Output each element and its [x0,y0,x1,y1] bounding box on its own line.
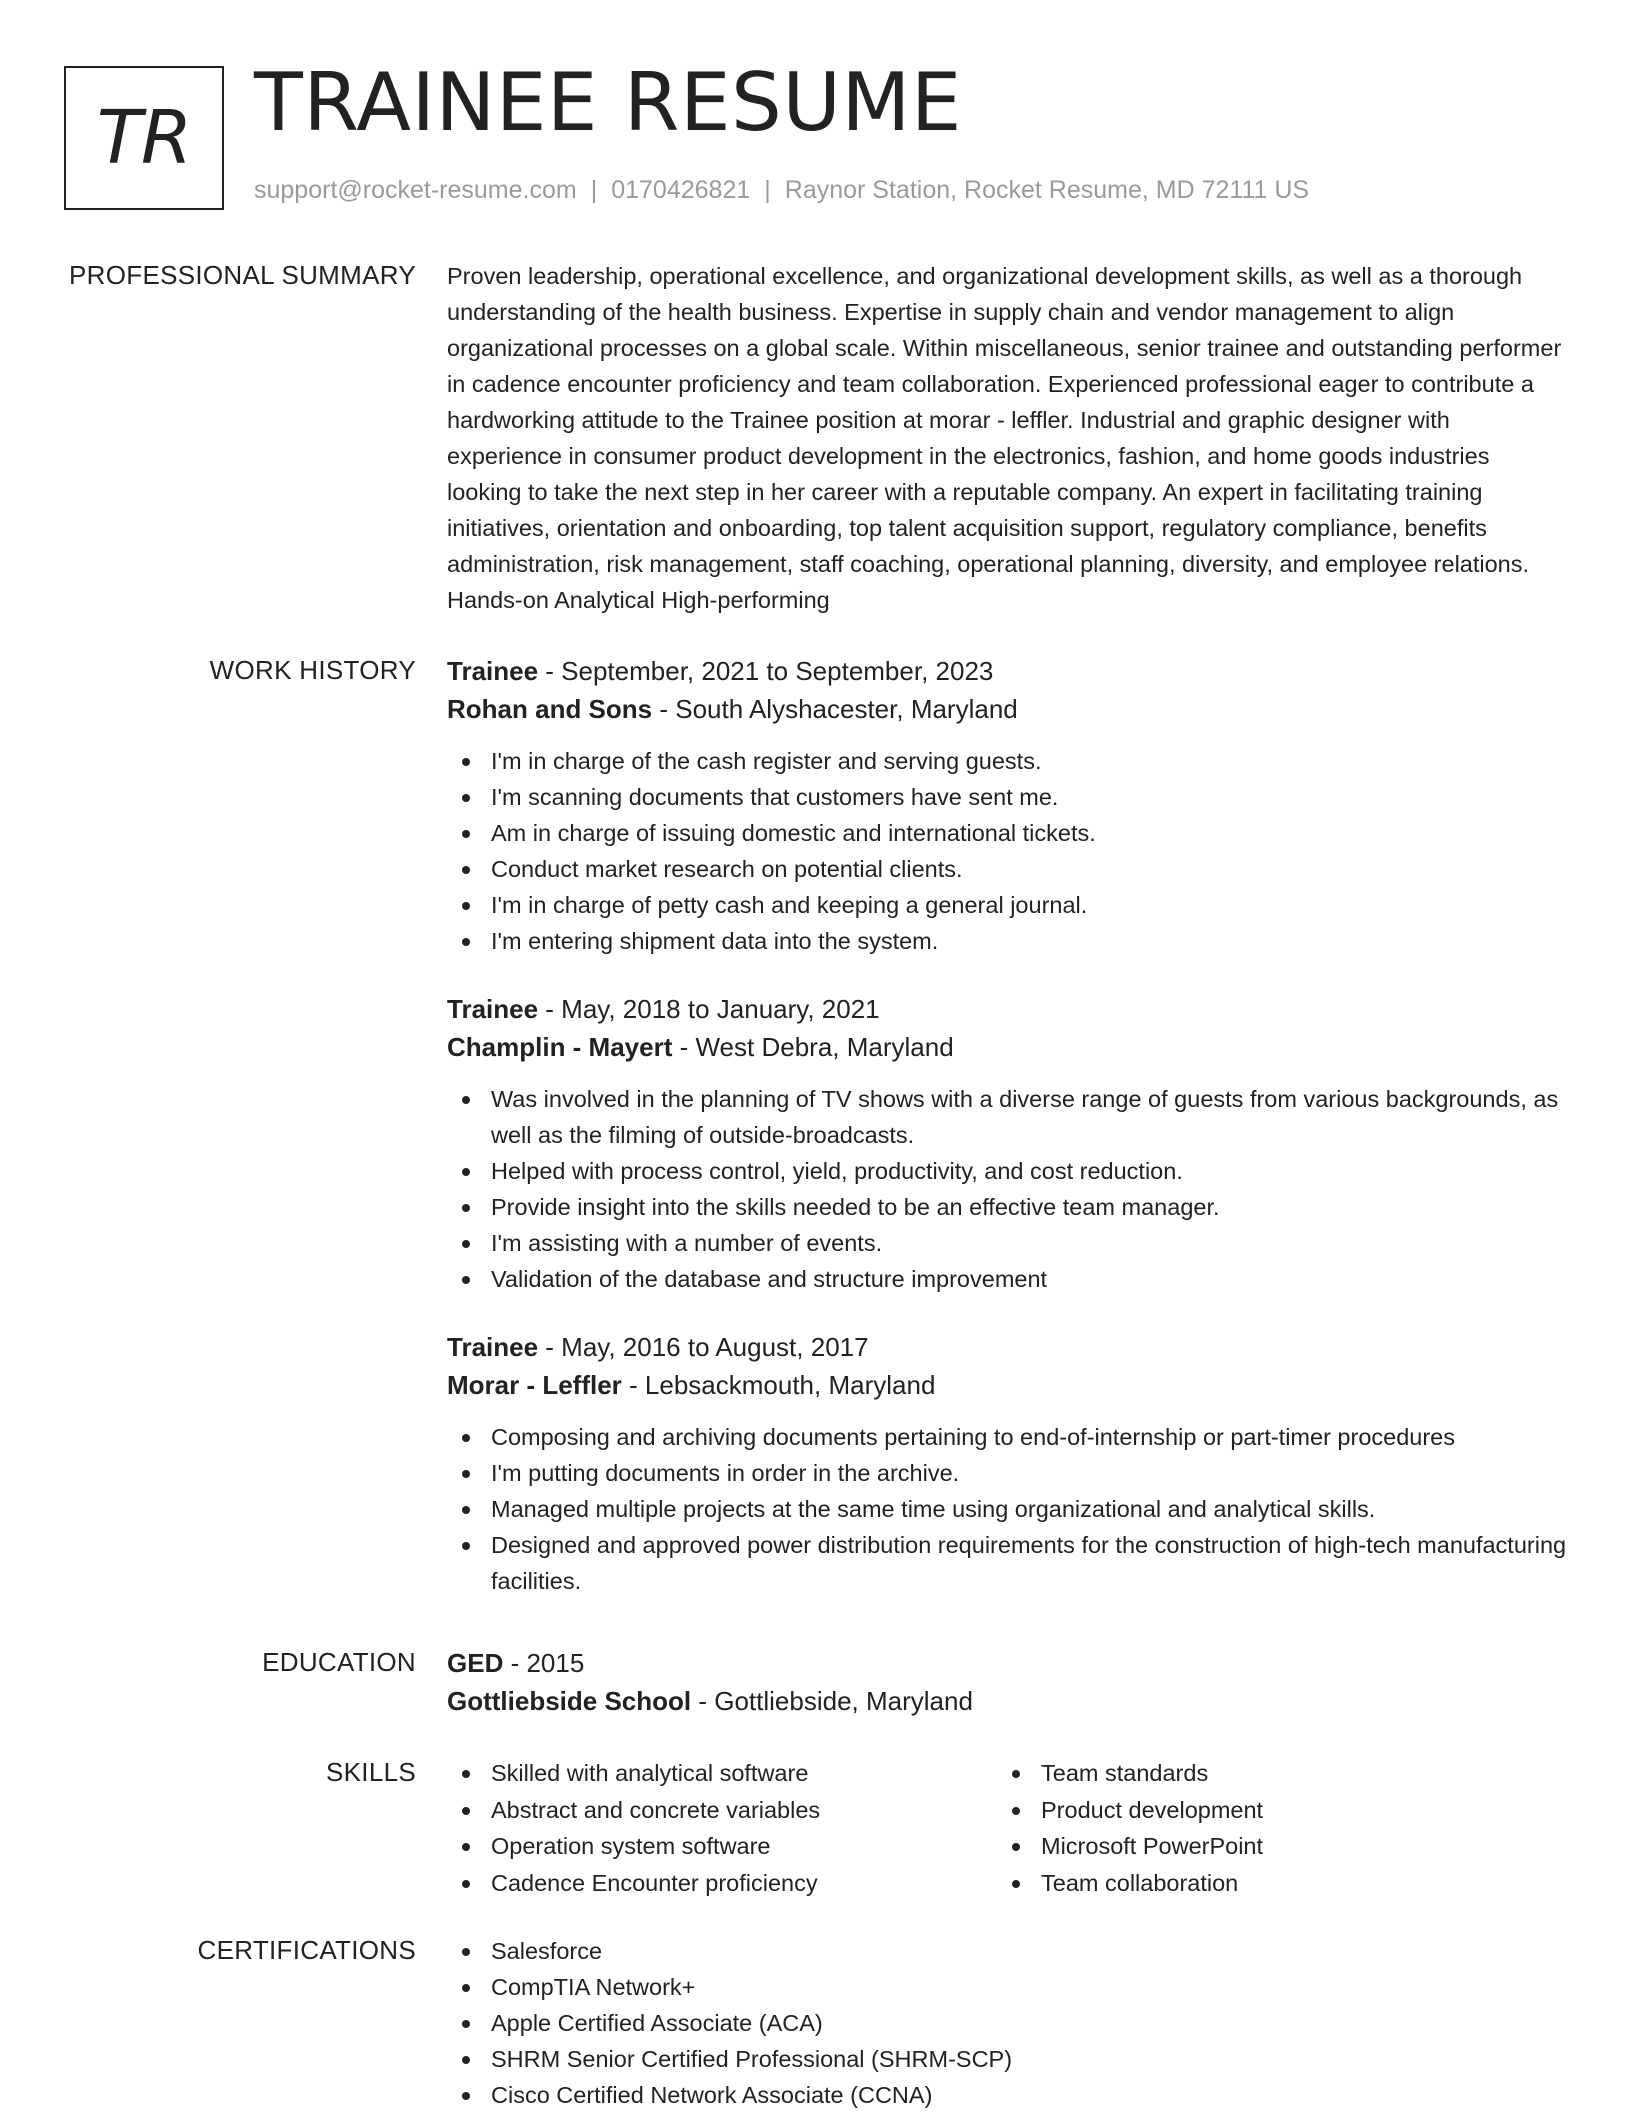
job-dates: - May, 2016 to August, 2017 [538,1332,869,1362]
section-label-skills: SKILLS [326,1757,416,1787]
skills-grid [447,1755,1567,1901]
monogram-box [64,66,224,210]
education-school: Gottliebside School [447,1686,692,1716]
certification-item: SHRM Senior Certified Professional (SHRM-SCP) [447,2041,1567,2077]
job-bullet: Designed and approved power distribution requirements for the construction of high-tech manufacturing facilities. [447,1527,1567,1599]
job-title: Trainee [447,656,539,686]
certification-item: Apple Certified Associate (ACA) [447,2005,1567,2041]
job-bullet: Helped with process control, yield, productivity, and cost reduction. [447,1153,1567,1189]
job-bullet: Managed multiple projects at the same time using organizational and analytical skills. [447,1491,1567,1527]
skills-column-left [447,1755,997,1901]
job-dates: - May, 2018 to January, 2021 [538,994,880,1024]
job-company: Champlin - Mayert [447,1032,673,1062]
section-label-work-history: WORK HISTORY [209,655,416,685]
skill-item: Team standards [997,1755,1547,1792]
job-bullets [447,1081,1567,1297]
contact-phone[interactable]: 0170426821 [611,176,751,204]
contact-email[interactable]: support@rocket-resume.com [254,176,577,204]
contact-separator: | [590,176,598,204]
job-entry [447,653,1567,959]
job-entry [447,991,1567,1297]
education-school-line [447,1683,1567,1719]
job-company-line [447,1367,1567,1403]
job-company: Rohan and Sons [447,694,653,724]
job-bullets [447,1419,1567,1599]
certification-item: Salesforce [447,1933,1567,1969]
job-bullets [447,743,1567,959]
job-location: - West Debra, Maryland [672,1032,954,1062]
job-bullet: I'm entering shipment data into the system. [447,923,1567,959]
job-bullet: I'm scanning documents that customers have sent me. [447,779,1567,815]
skill-item: Operation system software [447,1828,997,1865]
contact-separator: | [764,176,771,204]
job-company-line [447,691,1567,727]
certifications-list-wrap [447,1933,1567,2112]
job-bullet: Was involved in the planning of TV shows with a diverse range of guests from various backgrounds, as well as the filming of outside-broadcasts. [447,1081,1567,1153]
contact-line [254,174,1309,206]
job-location: - Lebsackmouth, Maryland [621,1370,936,1400]
job-dates: - September, 2021 to September, 2023 [538,656,994,686]
summary-text: Proven leadership, operational excellence, and organizational development skills, as well as a thorough understanding of the health business. Expertise in supply chain and vendor management to align organizational processes on a global scale. Within miscellaneous, senior trainee and outstanding performer in cadence encounter proficiency and team collaboration. Experienced professional eager to contribute a hardworking attitude to the Trainee position at morar - leffler. Industrial and graphic designer with experience in consumer product development in the electronics, fashion, and home goods industries looking to take the next step in her career with a reputable company. An expert in facilitating training initiatives, orientation and onboarding, top talent acquisition support, regulatory compliance, benefits administration, risk management, staff coaching, operational planning, diversity, and employee relations. Hands-on Analytical High-performing [447,263,1562,613]
education-year: - 2015 [503,1648,585,1678]
skill-item: Team collaboration [997,1865,1547,1902]
job-bullet: Validation of the database and structure improvement [447,1261,1567,1297]
skills-column-right [997,1755,1547,1901]
job-bullet: Am in charge of issuing domestic and international tickets. [447,815,1567,851]
job-bullet: Conduct market research on potential clients. [447,851,1567,887]
resume-title: TRAINEE RESUME [254,56,962,149]
skill-item: Microsoft PowerPoint [997,1828,1547,1865]
job-title-line [447,1329,1567,1365]
section-label-education: EDUCATION [262,1647,416,1677]
job-bullet: I'm assisting with a number of events. [447,1225,1567,1261]
skill-item: Cadence Encounter proficiency [447,1865,997,1902]
jobs-list [447,653,1567,1631]
job-bullet: Provide insight into the skills needed to be an effective team manager. [447,1189,1567,1225]
monogram-initials: TR [96,95,192,181]
job-location: - South Alyshacester, Maryland [652,694,1018,724]
job-title-line [447,653,1567,689]
section-label-certifications: CERTIFICATIONS [197,1935,416,1965]
job-company-line [447,1029,1567,1065]
certification-item: CompTIA Network+ [447,1969,1567,2005]
certifications-list [447,1933,1567,2112]
job-title-line [447,991,1567,1027]
job-bullet: I'm in charge of petty cash and keeping a general journal. [447,887,1567,923]
skill-item: Abstract and concrete variables [447,1792,997,1829]
contact-address: Raynor Station, Rocket Resume, MD 72111 US [784,176,1310,204]
certification-item: Cisco Certified Network Associate (CCNA) [447,2077,1567,2112]
education-degree-line [447,1645,1567,1681]
job-company: Morar - Leffler [447,1370,622,1400]
job-bullet: Composing and archiving documents pertaining to end-of-internship or part-timer procedures [447,1419,1567,1455]
education-location: - Gottliebside, Maryland [691,1686,973,1716]
skill-item: Product development [997,1792,1547,1829]
job-title: Trainee [447,994,539,1024]
section-label-summary: PROFESSIONAL SUMMARY [69,260,416,290]
skill-item: Skilled with analytical software [447,1755,997,1792]
job-bullet: I'm putting documents in order in the archive. [447,1455,1567,1491]
education-entry [447,1645,1567,1719]
education-degree: GED [447,1648,504,1678]
job-bullet: I'm in charge of the cash register and serving guests. [447,743,1567,779]
job-entry [447,1329,1567,1599]
job-title: Trainee [447,1332,539,1362]
